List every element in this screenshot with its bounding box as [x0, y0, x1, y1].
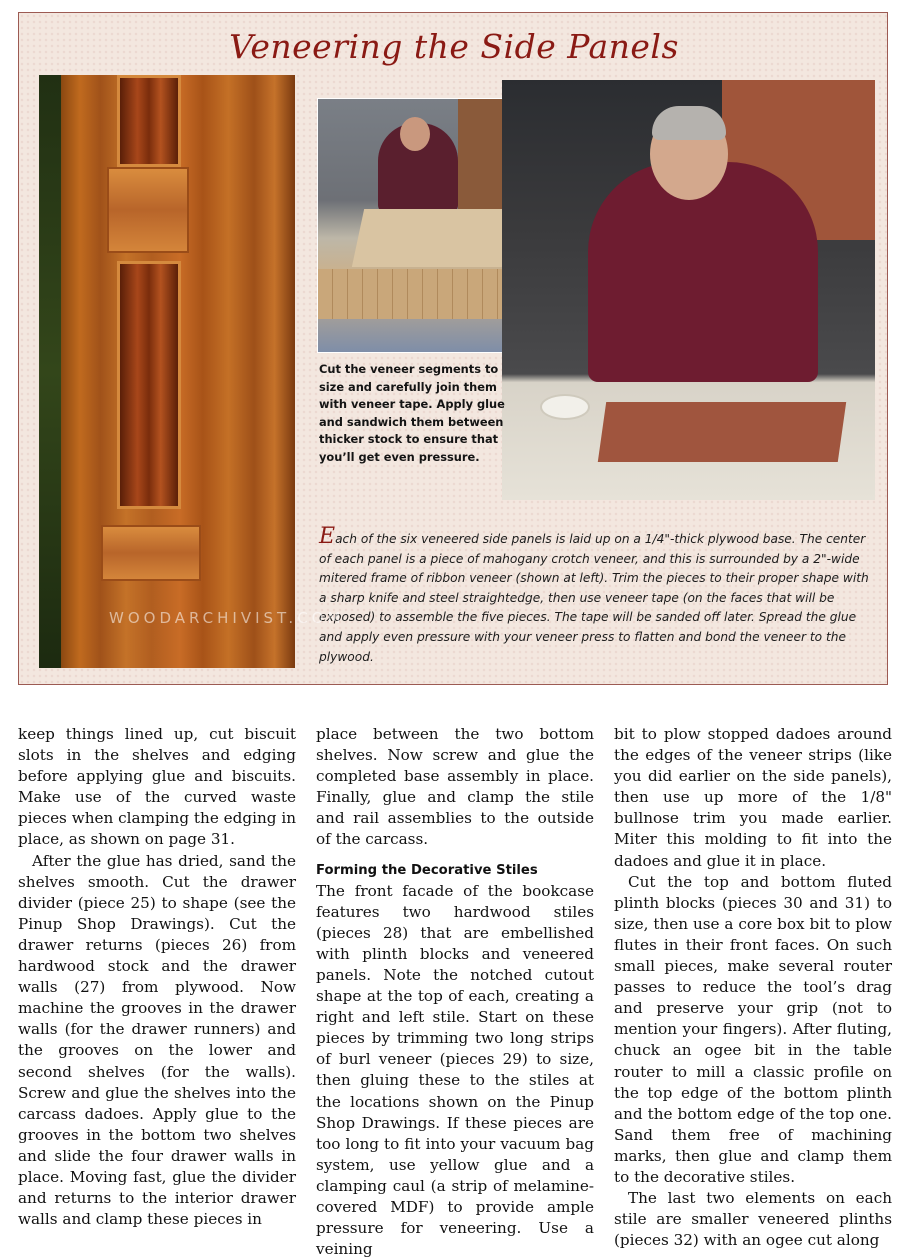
paragraph: Cut the top and bottom fluted plinth blocks (pieces 30 and 31) to size, then use a core box bit to plow flutes in their front faces. On such small pieces, make several router passes to reduce the tool’s drag and preserve your grip (not to mention your fingers). After fluting, chuck an ogee bit in the table router to mill a classic profile on the top edge of the bottom plinth and the bottom edge of the top one. Sand them free of machining marks, then glue and clamp them to the decorative stiles. [614, 872, 892, 1186]
veneer-panel-lower [117, 261, 181, 509]
feature-body-content: ach of the six veneered side panels is laid up on a 1/4"-thick plywood base. The center of each panel is a piece of mahogany crotch veneer, and this is surrounded by a 2"-wide mitered frame of ribbon veneer (shown at left). Trim the pieces to their proper shape with a sharp knife and steel straightedge, then use veneer tape (on the faces that will be exposed) to assemble the five pieces. The tape will be sanded off later. Spread the glue and apply even pressure with your veneer press to flatten and bond the veneer to the plywood. [319, 532, 869, 664]
photo-veneer-taping [502, 80, 875, 500]
paragraph: place between the two bottom shelves. Now screw and glue the completed base assembly in place. Finally, glue and clamp the stile and rail assemblies to the outside of the carcass. [316, 725, 594, 849]
veneer-grid-board [318, 269, 508, 319]
section-heading: Forming the Decorative Stiles [316, 862, 538, 878]
tape-roll [540, 394, 590, 420]
photo-veneered-stiles [39, 75, 295, 668]
plinth-block [107, 167, 189, 253]
paragraph: keep things lined up, cut biscuit slots in the shelves and edging before applying glue and biscuits. Make use of the curved waste pieces when clamping the edging in place, as shown on page 31. [18, 725, 296, 849]
veneer-panel-upper [117, 75, 181, 167]
paragraph: The last two elements on each stile are smaller veneered plinths (pieces 32) with an ogee cut along [614, 1189, 892, 1250]
shelf-edge [39, 75, 61, 668]
paragraph: After the glue has dried, sand the shelves smooth. Cut the drawer divider (piece 25) to shape (see the Pinup Shop Drawings). Cut the drawer returns (pieces 26) from hardwood stock and the drawer walls (27) from plywood. Now machine the grooves in the drawer walls (for the drawer runners) and the grooves on the lower and second shelves (for the walls). Screw and glue the shelves into the carcass dadoes. Apply glue to the grooves in the bottom two shelves and slide the four drawer walls in place. Moving fast, glue the divider and returns to the interior drawer walls and clamp these pieces in [18, 851, 296, 1229]
text-column-3 [614, 724, 892, 1251]
inset-photo-caption: Cut the veneer segments to size and carefully join them with veneer tape. Apply glue and sandwich them between thicker stock to ensure that you’ll get even pressure. [319, 362, 505, 464]
text-column-2 [316, 724, 594, 1260]
plywood-stack [352, 209, 514, 267]
worker-hair [652, 106, 726, 140]
feature-panel [18, 12, 888, 685]
feature-title: Veneering the Side Panels [229, 27, 679, 66]
drop-cap: E [319, 524, 336, 549]
text-column-1 [18, 724, 296, 1230]
paragraph: bit to plow stopped dadoes around the edges of the veneer strips (like you did earlier on the side panels), then use up more of the 1/8" bullnose trim you made earlier. Miter this molding to fit into the dadoes and glue it in place. [614, 725, 892, 870]
veneer-panel-on-bench [598, 402, 846, 462]
watermark: WOODARCHIVIST.COM [109, 609, 345, 627]
paragraph: The front facade of the bookcase features two hardwood stiles (pieces 28) that are embellished with plinth blocks and veneered panels. Note the notched cutout shape at the top of each, creating a right and left stile. Start on these pieces by trimming two long strips of burl veneer (pieces 29) to size, then gluing these to the stiles at the locations shown on the Pinup Shop Drawings. If these pieces are too long to fit into your vacuum bag system, use yellow glue and a clamping caul (a strip of melamine-covered MDF) to provide ample pressure for veneering. Use a veining [316, 881, 594, 1259]
feature-body-text [319, 524, 875, 667]
plinth-block-lower [101, 525, 201, 581]
worker-head [400, 117, 430, 151]
